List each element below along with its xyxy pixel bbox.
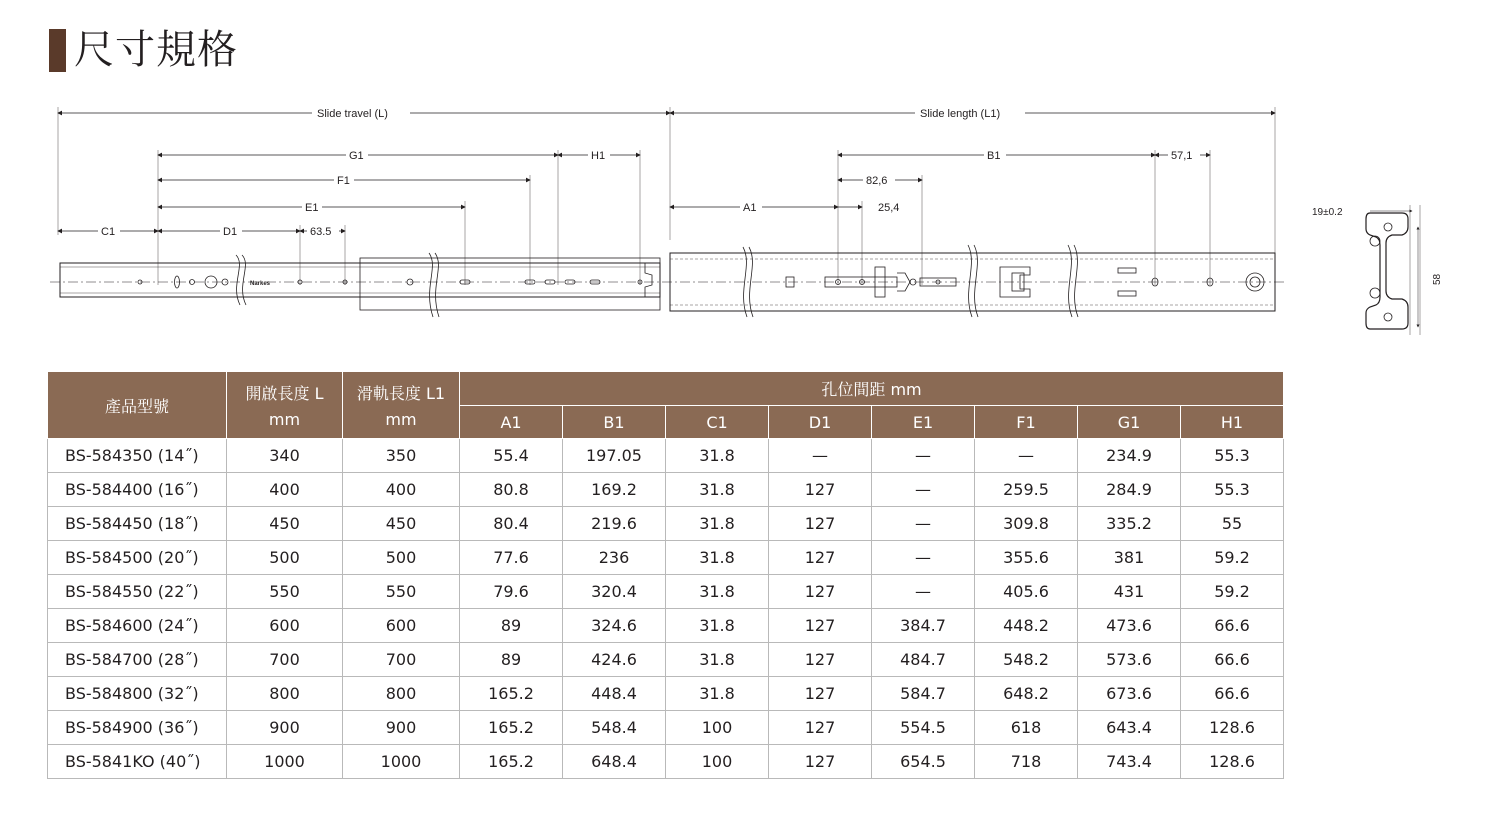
col-e1-header: E1 — [872, 406, 975, 439]
g1-label: G1 — [349, 150, 364, 162]
table-row — [48, 745, 1284, 779]
table-cell: 648.2 — [975, 677, 1078, 711]
table-cell: 79.6 — [460, 575, 563, 609]
table-cell: 550 — [227, 575, 343, 609]
table-cell: 127 — [769, 575, 872, 609]
table-cell: 800 — [227, 677, 343, 711]
table-cell: 31.8 — [666, 643, 769, 677]
table-cell: 700 — [343, 643, 460, 677]
table-cell: 127 — [769, 541, 872, 575]
table-cell: — — [769, 439, 872, 473]
table-row — [48, 575, 1284, 609]
table-cell: 100 — [666, 745, 769, 779]
table-cell: — — [872, 575, 975, 609]
col-open-length-label: 開啟長度 L — [245, 384, 324, 403]
model-cell: BS-584450 (18˝) — [48, 507, 227, 541]
model-cell: BS-584800 (32˝) — [48, 677, 227, 711]
technical-drawing — [40, 95, 1450, 350]
table-cell: 548.4 — [563, 711, 666, 745]
col-model-header: 產品型號 — [48, 372, 227, 439]
table-cell: — — [872, 473, 975, 507]
table-cell: 128.6 — [1181, 711, 1284, 745]
table-cell: 384.7 — [872, 609, 975, 643]
dim-25-4-label: 25,4 — [878, 202, 900, 214]
table-cell: 127 — [769, 507, 872, 541]
slide-dimension-drawing — [40, 95, 1450, 350]
table-cell: 59.2 — [1181, 575, 1284, 609]
table-cell: 31.8 — [666, 575, 769, 609]
table-cell: 618 — [975, 711, 1078, 745]
table-cell: 1000 — [343, 745, 460, 779]
table-cell: 89 — [460, 609, 563, 643]
dim-63-5-label: 63.5 — [310, 226, 332, 238]
table-cell: 473.6 — [1078, 609, 1181, 643]
table-cell: 89 — [460, 643, 563, 677]
table-cell: 340 — [227, 439, 343, 473]
table-row — [48, 541, 1284, 575]
table-cell: 31.8 — [666, 507, 769, 541]
table-cell: 219.6 — [563, 507, 666, 541]
table-cell: 31.8 — [666, 609, 769, 643]
table-cell: 309.8 — [975, 507, 1078, 541]
h1-label: H1 — [591, 150, 606, 162]
table-cell: 31.8 — [666, 473, 769, 507]
table-cell: 197.05 — [563, 439, 666, 473]
page-title: 尺寸規格 — [74, 27, 238, 73]
spec-table — [47, 371, 1284, 779]
table-row — [48, 507, 1284, 541]
model-cell: BS-584500 (20˝) — [48, 541, 227, 575]
spec-table-body — [48, 439, 1284, 779]
col-c1-header: C1 — [666, 406, 769, 439]
table-cell: 165.2 — [460, 677, 563, 711]
table-cell: 550 — [343, 575, 460, 609]
table-cell: 350 — [343, 439, 460, 473]
table-cell: 100 — [666, 711, 769, 745]
table-cell: 584.7 — [872, 677, 975, 711]
table-cell: 654.5 — [872, 745, 975, 779]
title-accent-bar — [49, 29, 66, 72]
table-cell: — — [975, 439, 1078, 473]
table-cell: 800 — [343, 677, 460, 711]
table-cell: 400 — [343, 473, 460, 507]
table-cell: 500 — [343, 541, 460, 575]
table-cell: 80.8 — [460, 473, 563, 507]
table-cell: 165.2 — [460, 745, 563, 779]
model-cell: BS-5841KO (40˝) — [48, 745, 227, 779]
table-row — [48, 439, 1284, 473]
table-row — [48, 677, 1284, 711]
col-slide-length-label: 滑軌長度 L1 — [356, 384, 446, 403]
table-cell: 55.4 — [460, 439, 563, 473]
table-cell: 548.2 — [975, 643, 1078, 677]
f1-label: F1 — [337, 175, 350, 187]
table-cell: 128.6 — [1181, 745, 1284, 779]
table-cell: 424.6 — [563, 643, 666, 677]
table-cell: 31.8 — [666, 677, 769, 711]
table-cell: 900 — [227, 711, 343, 745]
table-cell: 55 — [1181, 507, 1284, 541]
page-header — [49, 27, 238, 73]
table-cell: 600 — [227, 609, 343, 643]
table-cell: 127 — [769, 473, 872, 507]
model-cell: BS-584600 (24˝) — [48, 609, 227, 643]
table-cell: 450 — [343, 507, 460, 541]
cross-section-profile — [1366, 213, 1408, 329]
dim-57-1-label: 57,1 — [1171, 150, 1193, 162]
hole-spacing-group-header: 孔位間距 mm — [460, 372, 1284, 406]
table-cell: 355.6 — [975, 541, 1078, 575]
col-h1-header: H1 — [1181, 406, 1284, 439]
table-row — [48, 643, 1284, 677]
col-f1-header: F1 — [975, 406, 1078, 439]
table-row — [48, 711, 1284, 745]
model-cell: BS-584550 (22˝) — [48, 575, 227, 609]
table-cell: 55.3 — [1181, 439, 1284, 473]
table-cell: 448.2 — [975, 609, 1078, 643]
col-g1-header: G1 — [1078, 406, 1181, 439]
model-cell: BS-584400 (16˝) — [48, 473, 227, 507]
table-cell: 66.6 — [1181, 609, 1284, 643]
table-cell: 31.8 — [666, 541, 769, 575]
table-cell: 500 — [227, 541, 343, 575]
table-cell: — — [872, 541, 975, 575]
table-cell: 450 — [227, 507, 343, 541]
cross-width-label: 19±0.2 — [1312, 207, 1343, 218]
table-cell: 77.6 — [460, 541, 563, 575]
table-cell: 66.6 — [1181, 643, 1284, 677]
table-cell: 1000 — [227, 745, 343, 779]
table-cell: 284.9 — [1078, 473, 1181, 507]
table-cell: 236 — [563, 541, 666, 575]
model-cell: BS-584700 (28˝) — [48, 643, 227, 677]
table-cell: 66.6 — [1181, 677, 1284, 711]
slide-travel-label: Slide travel (L) — [317, 108, 388, 120]
table-cell: 554.5 — [872, 711, 975, 745]
table-cell: 643.4 — [1078, 711, 1181, 745]
table-cell: 127 — [769, 643, 872, 677]
table-cell: 324.6 — [563, 609, 666, 643]
col-open-length-header — [227, 372, 343, 439]
table-cell: 127 — [769, 677, 872, 711]
cross-height-label: 58 — [1432, 273, 1443, 285]
table-cell: 169.2 — [563, 473, 666, 507]
brand-mark: Narkes — [250, 281, 271, 287]
middle-rail-outline — [360, 258, 660, 310]
slide-length-label: Slide length (L1) — [920, 108, 1001, 120]
table-cell: — — [872, 439, 975, 473]
col-a1-header: A1 — [460, 406, 563, 439]
table-cell: 743.4 — [1078, 745, 1181, 779]
col-d1-header: D1 — [769, 406, 872, 439]
model-cell: BS-584900 (36˝) — [48, 711, 227, 745]
e1-label: E1 — [305, 202, 319, 214]
table-row — [48, 473, 1284, 507]
table-cell: 648.4 — [563, 745, 666, 779]
table-cell: 259.5 — [975, 473, 1078, 507]
table-cell: 234.9 — [1078, 439, 1181, 473]
table-cell: 400 — [227, 473, 343, 507]
table-cell: 573.6 — [1078, 643, 1181, 677]
col-open-length-unit: mm — [268, 410, 301, 429]
table-cell: 59.2 — [1181, 541, 1284, 575]
table-cell: 484.7 — [872, 643, 975, 677]
table-cell: 673.6 — [1078, 677, 1181, 711]
col-slide-length-header — [343, 372, 460, 439]
table-cell: 448.4 — [563, 677, 666, 711]
table-cell: 127 — [769, 745, 872, 779]
table-cell: 700 — [227, 643, 343, 677]
table-cell: 718 — [975, 745, 1078, 779]
table-cell: 900 — [343, 711, 460, 745]
table-row — [48, 609, 1284, 643]
table-cell: — — [872, 507, 975, 541]
table-cell: 165.2 — [460, 711, 563, 745]
table-cell: 335.2 — [1078, 507, 1181, 541]
table-cell: 127 — [769, 609, 872, 643]
table-cell: 80.4 — [460, 507, 563, 541]
table-cell: 55.3 — [1181, 473, 1284, 507]
table-cell: 31.8 — [666, 439, 769, 473]
dim-82-6-label: 82,6 — [866, 175, 888, 187]
b1-label: B1 — [987, 150, 1001, 162]
col-slide-length-unit: mm — [385, 410, 417, 429]
c1-label: C1 — [101, 226, 116, 238]
a1-label: A1 — [743, 202, 757, 214]
table-cell: 431 — [1078, 575, 1181, 609]
table-cell: 127 — [769, 711, 872, 745]
table-cell: 381 — [1078, 541, 1181, 575]
table-cell: 600 — [343, 609, 460, 643]
table-cell: 320.4 — [563, 575, 666, 609]
d1-label: D1 — [223, 226, 238, 238]
table-cell: 405.6 — [975, 575, 1078, 609]
model-cell: BS-584350 (14˝) — [48, 439, 227, 473]
col-b1-header: B1 — [563, 406, 666, 439]
